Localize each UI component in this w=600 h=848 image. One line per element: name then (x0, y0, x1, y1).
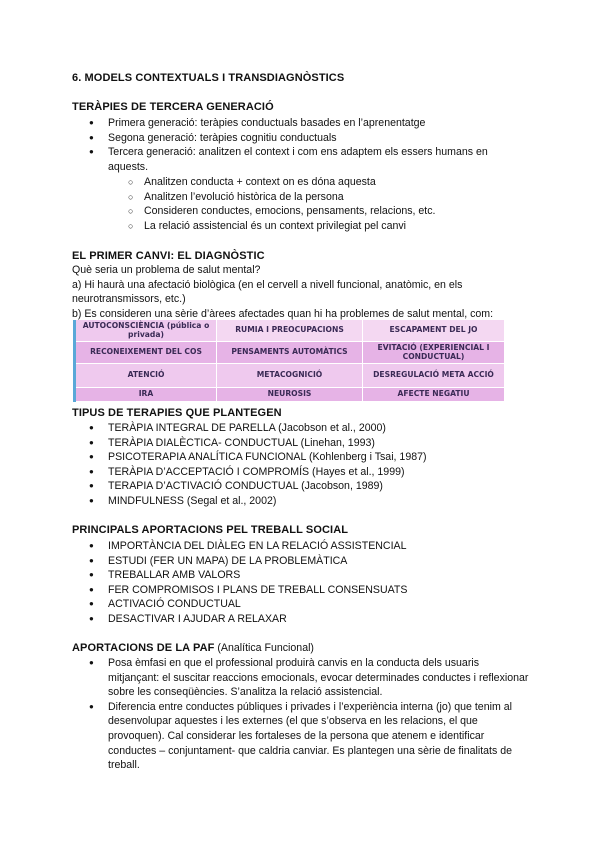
list-item: ● Tercera generació: analitzen el context i com ens adaptem els essers humans en aquests. (72, 145, 530, 174)
list-item: ● TERÀPIA D’ACCEPTACIÓ I COMPROMÍS (Hayes et al., 1999) (72, 465, 530, 480)
list-item: ● IMPORTÀNCIA DEL DIÀLEG EN LA RELACIÓ ASSISTENCIAL (72, 539, 530, 554)
table-cell: METACOGNICIÓ (217, 364, 363, 388)
table-cell: NEUROSIS (217, 388, 363, 402)
list-item: ○ Analitzen l’evolució històrica de la persona (72, 190, 530, 205)
table-cell: EVITACIÓ (EXPERIENCIAL I CONDUCTUAL) (363, 342, 505, 364)
diagnostic-paragraphs (72, 263, 530, 321)
paragraph: a) Hi haurà una afectació biològica (en el cervell a nivell funcional, anatòmic, en els neurotransmissors, etc.) (72, 278, 463, 306)
list-item: ● FER COMPROMISOS I PLANS DE TREBALL CONSENSUATS (72, 583, 530, 598)
paragraph: b) Es consideren una sèrie d’àrees afectades quan hi ha problemes de salut mental, com: (72, 307, 494, 320)
list-item: ● TERÀPIA INTEGRAL DE PARELLA (Jacobson et al., 2000) (72, 421, 530, 436)
list-aportacions-paf (72, 656, 530, 773)
heading-text: APORTACIONS DE LA PAF (72, 642, 215, 654)
list-generacions (72, 116, 530, 174)
section-heading-aportacions-ts: PRINCIPALS APORTACIONS PEL TREBALL SOCIAL (72, 524, 349, 536)
paragraph: Què seria un problema de salut mental? (72, 264, 261, 276)
list-terapies (72, 421, 530, 509)
document-title: 6. MODELS CONTEXTUALS I TRANSDIAGNÒSTICS (72, 72, 345, 84)
list-item: ○ La relació assistencial és un context privilegiat pel canvi (72, 219, 530, 234)
table-cell: RECONEIXEMENT DEL COS (76, 342, 217, 364)
list-item: ● Primera generació: teràpies conductuals basades en l’aprenentatge (72, 116, 530, 131)
sublist-tercera-generacio (72, 175, 530, 233)
list-item: ● TERAPIA D’ACTIVACIÓ CONDUCTUAL (Jacobson, 1989) (72, 479, 530, 494)
list-item: ● TREBALLAR AMB VALORS (72, 568, 530, 583)
table-cell: ATENCIÓ (76, 364, 217, 388)
list-item: ○ Consideren conductes, emocions, pensaments, relacions, etc. (72, 204, 530, 219)
table-cell: IRA (76, 388, 217, 402)
affected-areas-table (73, 320, 502, 402)
table-cell: AUTOCONSCIÈNCIA (pública o privada) (76, 320, 217, 342)
list-item: ● TERÀPIA DIALÈCTICA- CONDUCTUAL (Linehan, 1993) (72, 436, 530, 451)
section-heading-diagnostic: EL PRIMER CANVI: EL DIAGNÒSTIC (72, 250, 265, 262)
list-item: ● Diferencia entre conductes públiques i privades i l’experiència interna (jo) que tenim al desenvolupar aquestes i les externes (el que s’observa en les relacions, el que provoquen). Cal considerar les fortaleses de la persona que atenem e identificar conductes – conjuntament- que caldria canviar. Es plantegen una sèrie de finalitats de treball. (72, 700, 530, 773)
table-cell: PENSAMENTS AUTOMÀTICS (217, 342, 363, 364)
table-cell: DESREGULACIÓ META ACCIÓ (363, 364, 505, 388)
section-heading-paf (72, 641, 530, 656)
list-item: ● ACTIVACIÓ CONDUCTUAL (72, 597, 530, 612)
list-aportacions-ts (72, 539, 530, 627)
table-cell: ESCAPAMENT DEL JO (363, 320, 505, 342)
section-heading-tipus-terapies: TIPUS DE TERAPIES QUE PLANTEGEN (72, 407, 282, 419)
list-item: ● Posa èmfasi en que el professional produirà canvis en la conducta dels usuaris mitjançant: el suscitar reaccions emocionals, evocar determinades conductes i reflexionar sobre les conseqüències. S’analitza la relació assistencial. (72, 656, 530, 700)
list-item: ● PSICOTERAPIA ANALÍTICA FUNCIONAL (Kohlenberg i Tsai, 1987) (72, 450, 530, 465)
list-item: ● Segona generació: teràpies cognitiu conductuals (72, 131, 530, 146)
list-item: ● ESTUDI (FER UN MAPA) DE LA PROBLEMÀTICA (72, 554, 530, 569)
heading-note: (Analítica Funcional) (214, 642, 314, 654)
list-item: ○ Analitzen conducta + context on es dóna aquesta (72, 175, 530, 190)
list-item: ● DESACTIVAR I AJUDAR A RELAXAR (72, 612, 530, 627)
table-cell: RUMIA I PREOCUPACIONS (217, 320, 363, 342)
table-cell: AFECTE NEGATIU (363, 388, 505, 402)
list-item: ● MINDFULNESS (Segal et al., 2002) (72, 494, 530, 509)
section-heading-terapies: TERÀPIES DE TERCERA GENERACIÓ (72, 101, 274, 113)
